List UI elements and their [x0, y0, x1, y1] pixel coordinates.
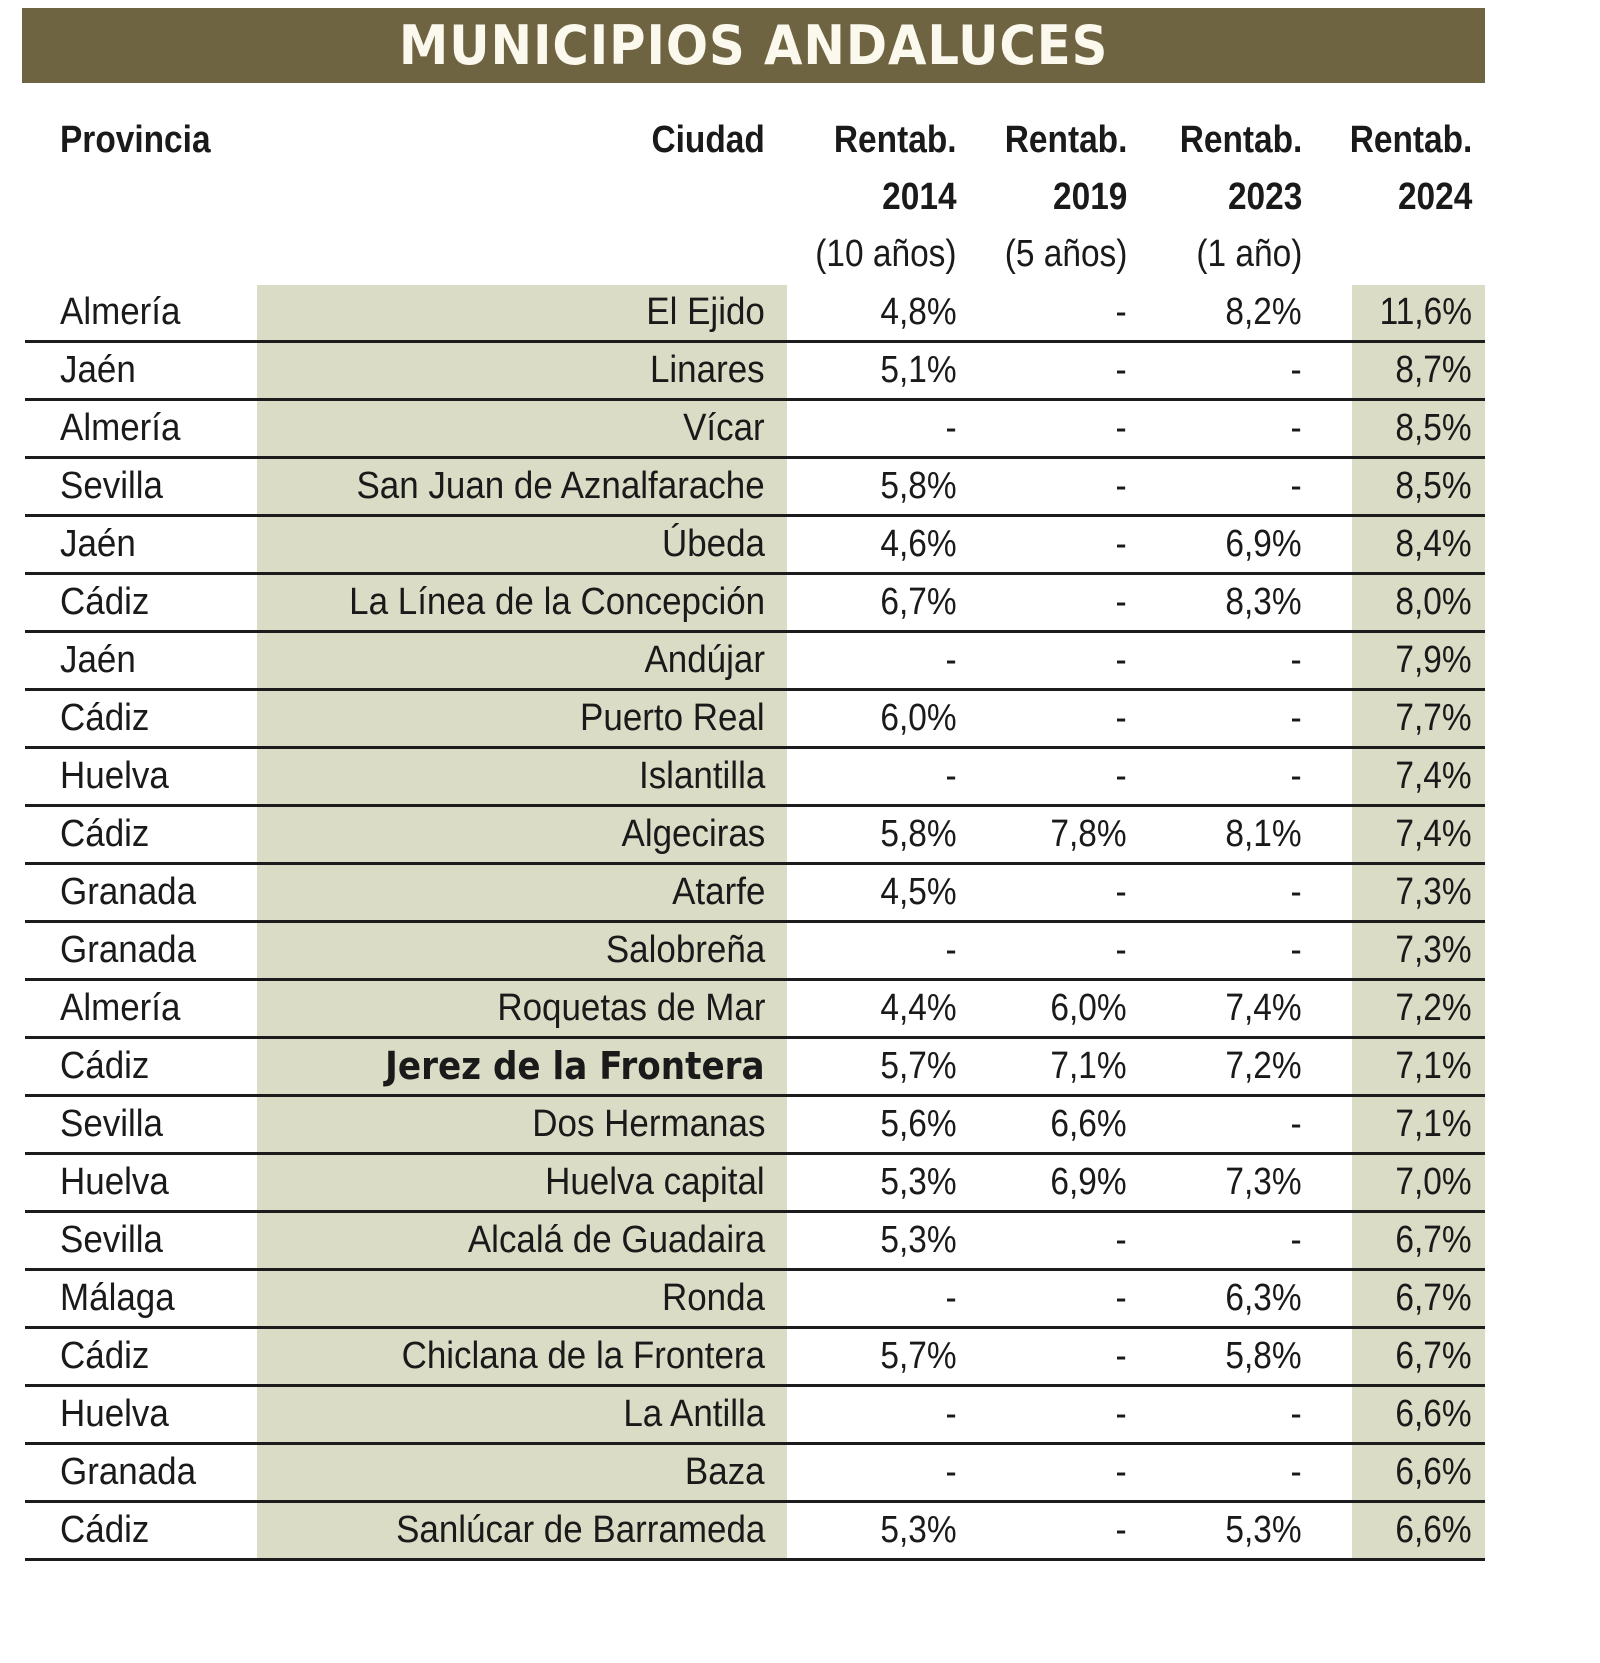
cell-rentab-2014: 4,4% — [880, 987, 957, 1029]
cell-ciudad: Alcalá de Guadaira — [467, 1219, 765, 1261]
cell-rentab-2019: - — [1115, 1277, 1127, 1319]
cell-rentab-2019: - — [1115, 1509, 1127, 1551]
cell-rentab-2024: 7,9% — [1395, 639, 1472, 681]
cell-rentab-2019: - — [1115, 407, 1127, 449]
cell-rentab-2024: 7,4% — [1395, 755, 1472, 797]
cell-provincia: Almería — [60, 987, 181, 1029]
data-table — [0, 285, 1600, 1561]
table-row — [0, 1445, 1600, 1503]
cell-rentab-2023: - — [1290, 871, 1302, 913]
cell-rentab-2024: 6,7% — [1395, 1277, 1472, 1319]
cell-provincia: Cádiz — [60, 697, 150, 739]
cell-rentab-2023: - — [1290, 1393, 1302, 1435]
cell-rentab-2014: - — [945, 929, 957, 971]
cell-rentab-2024: 6,7% — [1395, 1335, 1472, 1377]
cell-provincia: Jaén — [60, 639, 136, 681]
cell-rentab-2023: - — [1290, 407, 1302, 449]
table-row — [0, 459, 1600, 517]
table-row — [0, 1039, 1600, 1097]
cell-ciudad: Dos Hermanas — [531, 1103, 765, 1145]
cell-ciudad: Linares — [650, 349, 765, 391]
header-provincia-label: Provincia — [60, 119, 211, 161]
table-row — [0, 1503, 1600, 1561]
cell-rentab-2019: - — [1115, 871, 1127, 913]
cell-rentab-2014: 5,8% — [880, 465, 957, 507]
cell-rentab-2014: 6,0% — [880, 697, 957, 739]
header-2019-period: (5 años) — [1004, 233, 1127, 275]
cell-rentab-2023: - — [1290, 1219, 1302, 1261]
cell-rentab-2014: 5,3% — [880, 1161, 957, 1203]
cell-rentab-2024: 6,7% — [1395, 1219, 1472, 1261]
cell-rentab-2024: 7,2% — [1395, 987, 1472, 1029]
cell-provincia: Huelva — [60, 1393, 169, 1435]
cell-provincia: Almería — [60, 291, 181, 333]
cell-rentab-2019: - — [1115, 755, 1127, 797]
cell-rentab-2024: 7,3% — [1395, 929, 1472, 971]
header-rentab-2019 — [1004, 112, 1127, 283]
cell-rentab-2014: - — [945, 1393, 957, 1435]
cell-rentab-2014: 4,8% — [880, 291, 957, 333]
table-row — [0, 865, 1600, 923]
header-ciudad — [652, 112, 765, 169]
row-divider — [25, 1558, 1485, 1561]
cell-ciudad: El Ejido — [646, 291, 765, 333]
cell-rentab-2014: - — [945, 755, 957, 797]
cell-provincia: Cádiz — [60, 1335, 150, 1377]
cell-provincia: Sevilla — [60, 1219, 163, 1261]
cell-provincia: Cádiz — [60, 1045, 150, 1087]
table-row — [0, 1329, 1600, 1387]
page-title: MUNICIPIOS ANDALUCES — [398, 14, 1109, 77]
cell-provincia: Almería — [60, 407, 181, 449]
cell-ciudad: Andújar — [644, 639, 765, 681]
cell-rentab-2014: 5,8% — [880, 813, 957, 855]
table-row — [0, 633, 1600, 691]
table-row — [0, 1155, 1600, 1213]
cell-rentab-2014: 4,5% — [880, 871, 957, 913]
header-provincia — [60, 112, 211, 169]
cell-rentab-2019: 6,6% — [1050, 1103, 1127, 1145]
cell-rentab-2014: 5,7% — [880, 1045, 957, 1087]
cell-rentab-2019: - — [1115, 465, 1127, 507]
cell-rentab-2014: 5,3% — [880, 1219, 957, 1261]
cell-rentab-2023: - — [1290, 1103, 1302, 1145]
cell-rentab-2019: - — [1115, 1451, 1127, 1493]
cell-rentab-2023: 6,9% — [1225, 523, 1302, 565]
cell-ciudad: Islantilla — [638, 755, 765, 797]
cell-rentab-2019: - — [1115, 929, 1127, 971]
table-row — [0, 285, 1600, 343]
header-ciudad-label: Ciudad — [651, 119, 765, 161]
cell-rentab-2014: 5,1% — [880, 349, 957, 391]
cell-rentab-2014: - — [945, 407, 957, 449]
cell-ciudad: Vícar — [683, 407, 765, 449]
cell-rentab-2014: 5,3% — [880, 1509, 957, 1551]
cell-rentab-2019: - — [1115, 581, 1127, 623]
header-2023-line1: Rentab. — [1179, 119, 1302, 161]
cell-rentab-2019: - — [1115, 523, 1127, 565]
cell-ciudad: Baza — [685, 1451, 765, 1493]
cell-rentab-2023: - — [1290, 349, 1302, 391]
cell-provincia: Sevilla — [60, 1103, 163, 1145]
cell-rentab-2019: - — [1115, 349, 1127, 391]
cell-ciudad: Ronda — [661, 1277, 765, 1319]
cell-rentab-2024: 8,0% — [1395, 581, 1472, 623]
header-2024-year: 2024 — [1397, 176, 1472, 218]
cell-rentab-2019: - — [1115, 1393, 1127, 1435]
cell-rentab-2024: 7,7% — [1395, 697, 1472, 739]
cell-rentab-2023: 7,4% — [1225, 987, 1302, 1029]
table-row — [0, 749, 1600, 807]
cell-rentab-2019: - — [1115, 697, 1127, 739]
header-2019-line1: Rentab. — [1004, 119, 1127, 161]
cell-rentab-2019: - — [1115, 1219, 1127, 1261]
cell-provincia: Cádiz — [60, 1509, 150, 1551]
cell-ciudad: Huelva capital — [545, 1161, 765, 1203]
cell-rentab-2019: 6,0% — [1050, 987, 1127, 1029]
table-row — [0, 401, 1600, 459]
cell-rentab-2023: 5,8% — [1225, 1335, 1302, 1377]
header-2024-line1: Rentab. — [1349, 119, 1472, 161]
header-2023-year: 2023 — [1227, 176, 1302, 218]
table-row — [0, 981, 1600, 1039]
cell-provincia: Sevilla — [60, 465, 163, 507]
cell-rentab-2023: 8,3% — [1225, 581, 1302, 623]
table-row — [0, 1213, 1600, 1271]
cell-rentab-2023: - — [1290, 465, 1302, 507]
cell-rentab-2014: - — [945, 1451, 957, 1493]
cell-rentab-2024: 8,5% — [1395, 407, 1472, 449]
cell-rentab-2024: 8,5% — [1395, 465, 1472, 507]
cell-ciudad: Puerto Real — [580, 697, 765, 739]
cell-provincia: Granada — [60, 871, 197, 913]
cell-ciudad: Sanlúcar de Barrameda — [395, 1509, 765, 1551]
cell-rentab-2024: 7,1% — [1395, 1045, 1472, 1087]
cell-rentab-2024: 8,4% — [1395, 523, 1472, 565]
cell-rentab-2019: - — [1115, 639, 1127, 681]
header-rentab-2014 — [816, 112, 957, 283]
cell-provincia: Jaén — [60, 349, 136, 391]
table-row — [0, 1271, 1600, 1329]
cell-rentab-2019: 7,1% — [1050, 1045, 1127, 1087]
cell-rentab-2014: 5,7% — [880, 1335, 957, 1377]
cell-ciudad: La Línea de la Concepción — [349, 581, 765, 623]
cell-provincia: Cádiz — [60, 813, 150, 855]
cell-rentab-2023: - — [1290, 1451, 1302, 1493]
cell-rentab-2019: 7,8% — [1050, 813, 1127, 855]
cell-provincia: Jaén — [60, 523, 136, 565]
cell-ciudad: Jerez de la Frontera — [385, 1044, 765, 1088]
header-2014-line1: Rentab. — [834, 119, 957, 161]
cell-provincia: Granada — [60, 929, 197, 971]
cell-ciudad: Salobreña — [605, 929, 765, 971]
table-row — [0, 923, 1600, 981]
cell-rentab-2024: 7,3% — [1395, 871, 1472, 913]
cell-rentab-2023: - — [1290, 639, 1302, 681]
cell-ciudad: Chiclana de la Frontera — [401, 1335, 765, 1377]
cell-rentab-2023: 5,3% — [1225, 1509, 1302, 1551]
table-row — [0, 1097, 1600, 1155]
cell-rentab-2014: - — [945, 639, 957, 681]
cell-rentab-2019: 6,9% — [1050, 1161, 1127, 1203]
title-bar — [22, 8, 1485, 83]
table-row — [0, 343, 1600, 401]
cell-ciudad: Algeciras — [621, 813, 765, 855]
cell-rentab-2024: 6,6% — [1395, 1393, 1472, 1435]
header-2023-period: (1 año) — [1196, 233, 1302, 275]
cell-rentab-2014: 4,6% — [880, 523, 957, 565]
cell-ciudad: La Antilla — [623, 1393, 765, 1435]
cell-rentab-2023: 6,3% — [1225, 1277, 1302, 1319]
cell-ciudad: Úbeda — [661, 523, 765, 565]
cell-rentab-2023: - — [1290, 929, 1302, 971]
header-2019-year: 2019 — [1052, 176, 1127, 218]
cell-rentab-2023: 7,3% — [1225, 1161, 1302, 1203]
cell-rentab-2019: - — [1115, 1335, 1127, 1377]
header-rentab-2024 — [1349, 112, 1472, 226]
cell-rentab-2023: - — [1290, 755, 1302, 797]
cell-rentab-2024: 11,6% — [1379, 291, 1472, 333]
cell-rentab-2024: 6,6% — [1395, 1509, 1472, 1551]
table-row — [0, 1387, 1600, 1445]
table-row — [0, 691, 1600, 749]
cell-ciudad: Roquetas de Mar — [496, 987, 765, 1029]
header-rentab-2023 — [1179, 112, 1302, 283]
cell-rentab-2024: 6,6% — [1395, 1451, 1472, 1493]
cell-provincia: Granada — [60, 1451, 197, 1493]
cell-provincia: Cádiz — [60, 581, 150, 623]
cell-ciudad: Atarfe — [671, 871, 765, 913]
table-row — [0, 517, 1600, 575]
table-row — [0, 807, 1600, 865]
cell-rentab-2023: 8,1% — [1225, 813, 1302, 855]
cell-provincia: Málaga — [60, 1277, 175, 1319]
header-2014-period: (10 años) — [815, 233, 957, 275]
cell-provincia: Huelva — [60, 1161, 169, 1203]
cell-rentab-2014: 6,7% — [880, 581, 957, 623]
cell-rentab-2024: 7,4% — [1395, 813, 1472, 855]
cell-rentab-2014: 5,6% — [880, 1103, 957, 1145]
cell-rentab-2019: - — [1115, 291, 1127, 333]
table-row — [0, 575, 1600, 633]
cell-rentab-2023: 8,2% — [1225, 291, 1302, 333]
cell-rentab-2024: 7,0% — [1395, 1161, 1472, 1203]
cell-provincia: Huelva — [60, 755, 169, 797]
cell-rentab-2014: - — [945, 1277, 957, 1319]
cell-rentab-2024: 8,7% — [1395, 349, 1472, 391]
cell-rentab-2023: - — [1290, 697, 1302, 739]
cell-ciudad: San Juan de Aznalfarache — [356, 465, 765, 507]
cell-rentab-2024: 7,1% — [1395, 1103, 1472, 1145]
header-2014-year: 2014 — [882, 176, 957, 218]
cell-rentab-2023: 7,2% — [1225, 1045, 1302, 1087]
